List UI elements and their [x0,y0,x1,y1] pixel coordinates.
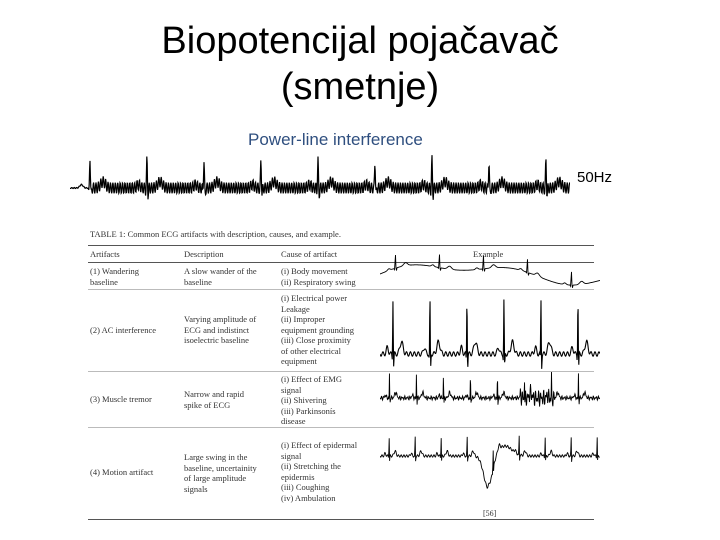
wandering-baseline-trace [380,255,600,288]
muscle-tremor-example [380,372,600,428]
frequency-label: 50Hz [577,169,613,186]
title-line-1: Biopotencijal pojačavač [161,20,559,62]
motion-artifact-example [380,428,600,510]
row-1-cause: (i) Body movement (ii) Respiratory swing [281,266,356,287]
reference-label: [56] [483,509,497,518]
header-description: Description [184,249,224,259]
row-1-description: A slow wander of the baseline [184,266,257,287]
power-line-ecg-trace [70,148,570,223]
figure-title: Power-line interference [248,130,423,149]
power-line-trace-path [70,155,570,200]
header-example: Example [473,249,504,259]
row-4-artifact: (4) Motion artifact [90,467,154,477]
header-artifacts: Artifacts [90,249,120,259]
ac-interference-example [380,292,600,372]
motion-artifact-trace [380,436,600,488]
row-2-cause: (i) Electrical power Leakage (ii) Improper equipment grounding (iii) Close proximity of other electrical equipment [281,293,354,366]
table-bottom-rule [88,519,594,520]
table-top-rule [88,245,594,246]
muscle-tremor-trace [380,372,600,407]
row-4-cause: (i) Effect of epidermal signal (ii) Stretching the epidermis (iii) Coughing (iv) Ambulation [281,440,358,503]
ac-interference-trace [380,299,600,368]
table-caption: TABLE 1: Common ECG artifacts with description, causes, and example. [90,229,341,239]
row-1-artifact: (1) Wandering baseline [90,266,139,287]
header-cause: Cause of artifact [281,249,338,259]
wandering-baseline-example [380,248,600,293]
row-4-description: Large swing in the baseline, uncertainity of large amplitude signals [184,452,257,494]
slide-title [0,18,720,110]
row-2-artifact: (2) AC interference [90,325,157,335]
row-2-description: Varying amplitude of ECG and indistinct isoelectric baseline [184,314,257,345]
row-3-cause: (i) Effect of EMG signal (ii) Shivering (iii) Parkinsonís disease [281,374,342,426]
title-line-2: (smetnje) [280,66,440,108]
row-3-artifact: (3) Muscle tremor [90,394,152,404]
row-3-description: Narrow and rapid spike of ECG [184,389,244,410]
